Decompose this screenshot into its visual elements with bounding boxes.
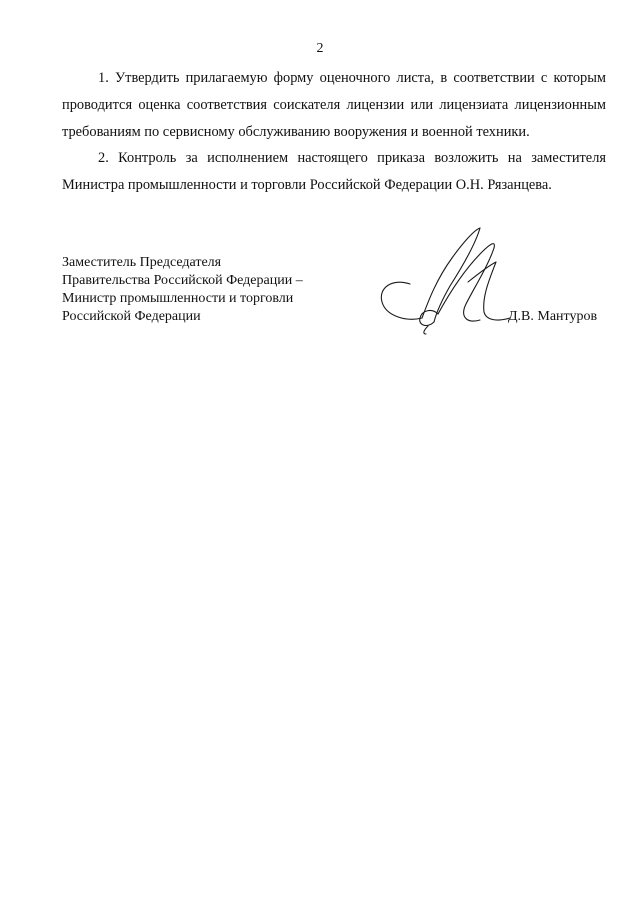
page-number: 2 [316, 41, 324, 56]
signatory-position [62, 254, 303, 326]
handwritten-signature [370, 222, 520, 337]
signatory-position-line: Заместитель Председателя [62, 255, 222, 270]
paragraph-control-assignment: 2. Контроль за исполнением настоящего приказа возложить на заместителя Министра промышленности и торговли Российской Федерации О.Н. Рязанцева. [62, 150, 606, 193]
signer-name: Д.В. Мантуров [508, 309, 598, 324]
paragraph-approve-form: 1. Утвердить прилагаемую форму оценочного листа, в соответствии с которым проводится оценка соответствия соискателя лицензии или лицензиата лицензионным требованиям по сервисному обслуживанию вооружения и военной техники. [62, 70, 606, 140]
signatory-position-line: Правительства Российской Федерации – [62, 273, 303, 288]
signatory-position-line: Российской Федерации [62, 309, 201, 324]
signatory-position-line: Министр промышленности и торговли [62, 291, 294, 306]
